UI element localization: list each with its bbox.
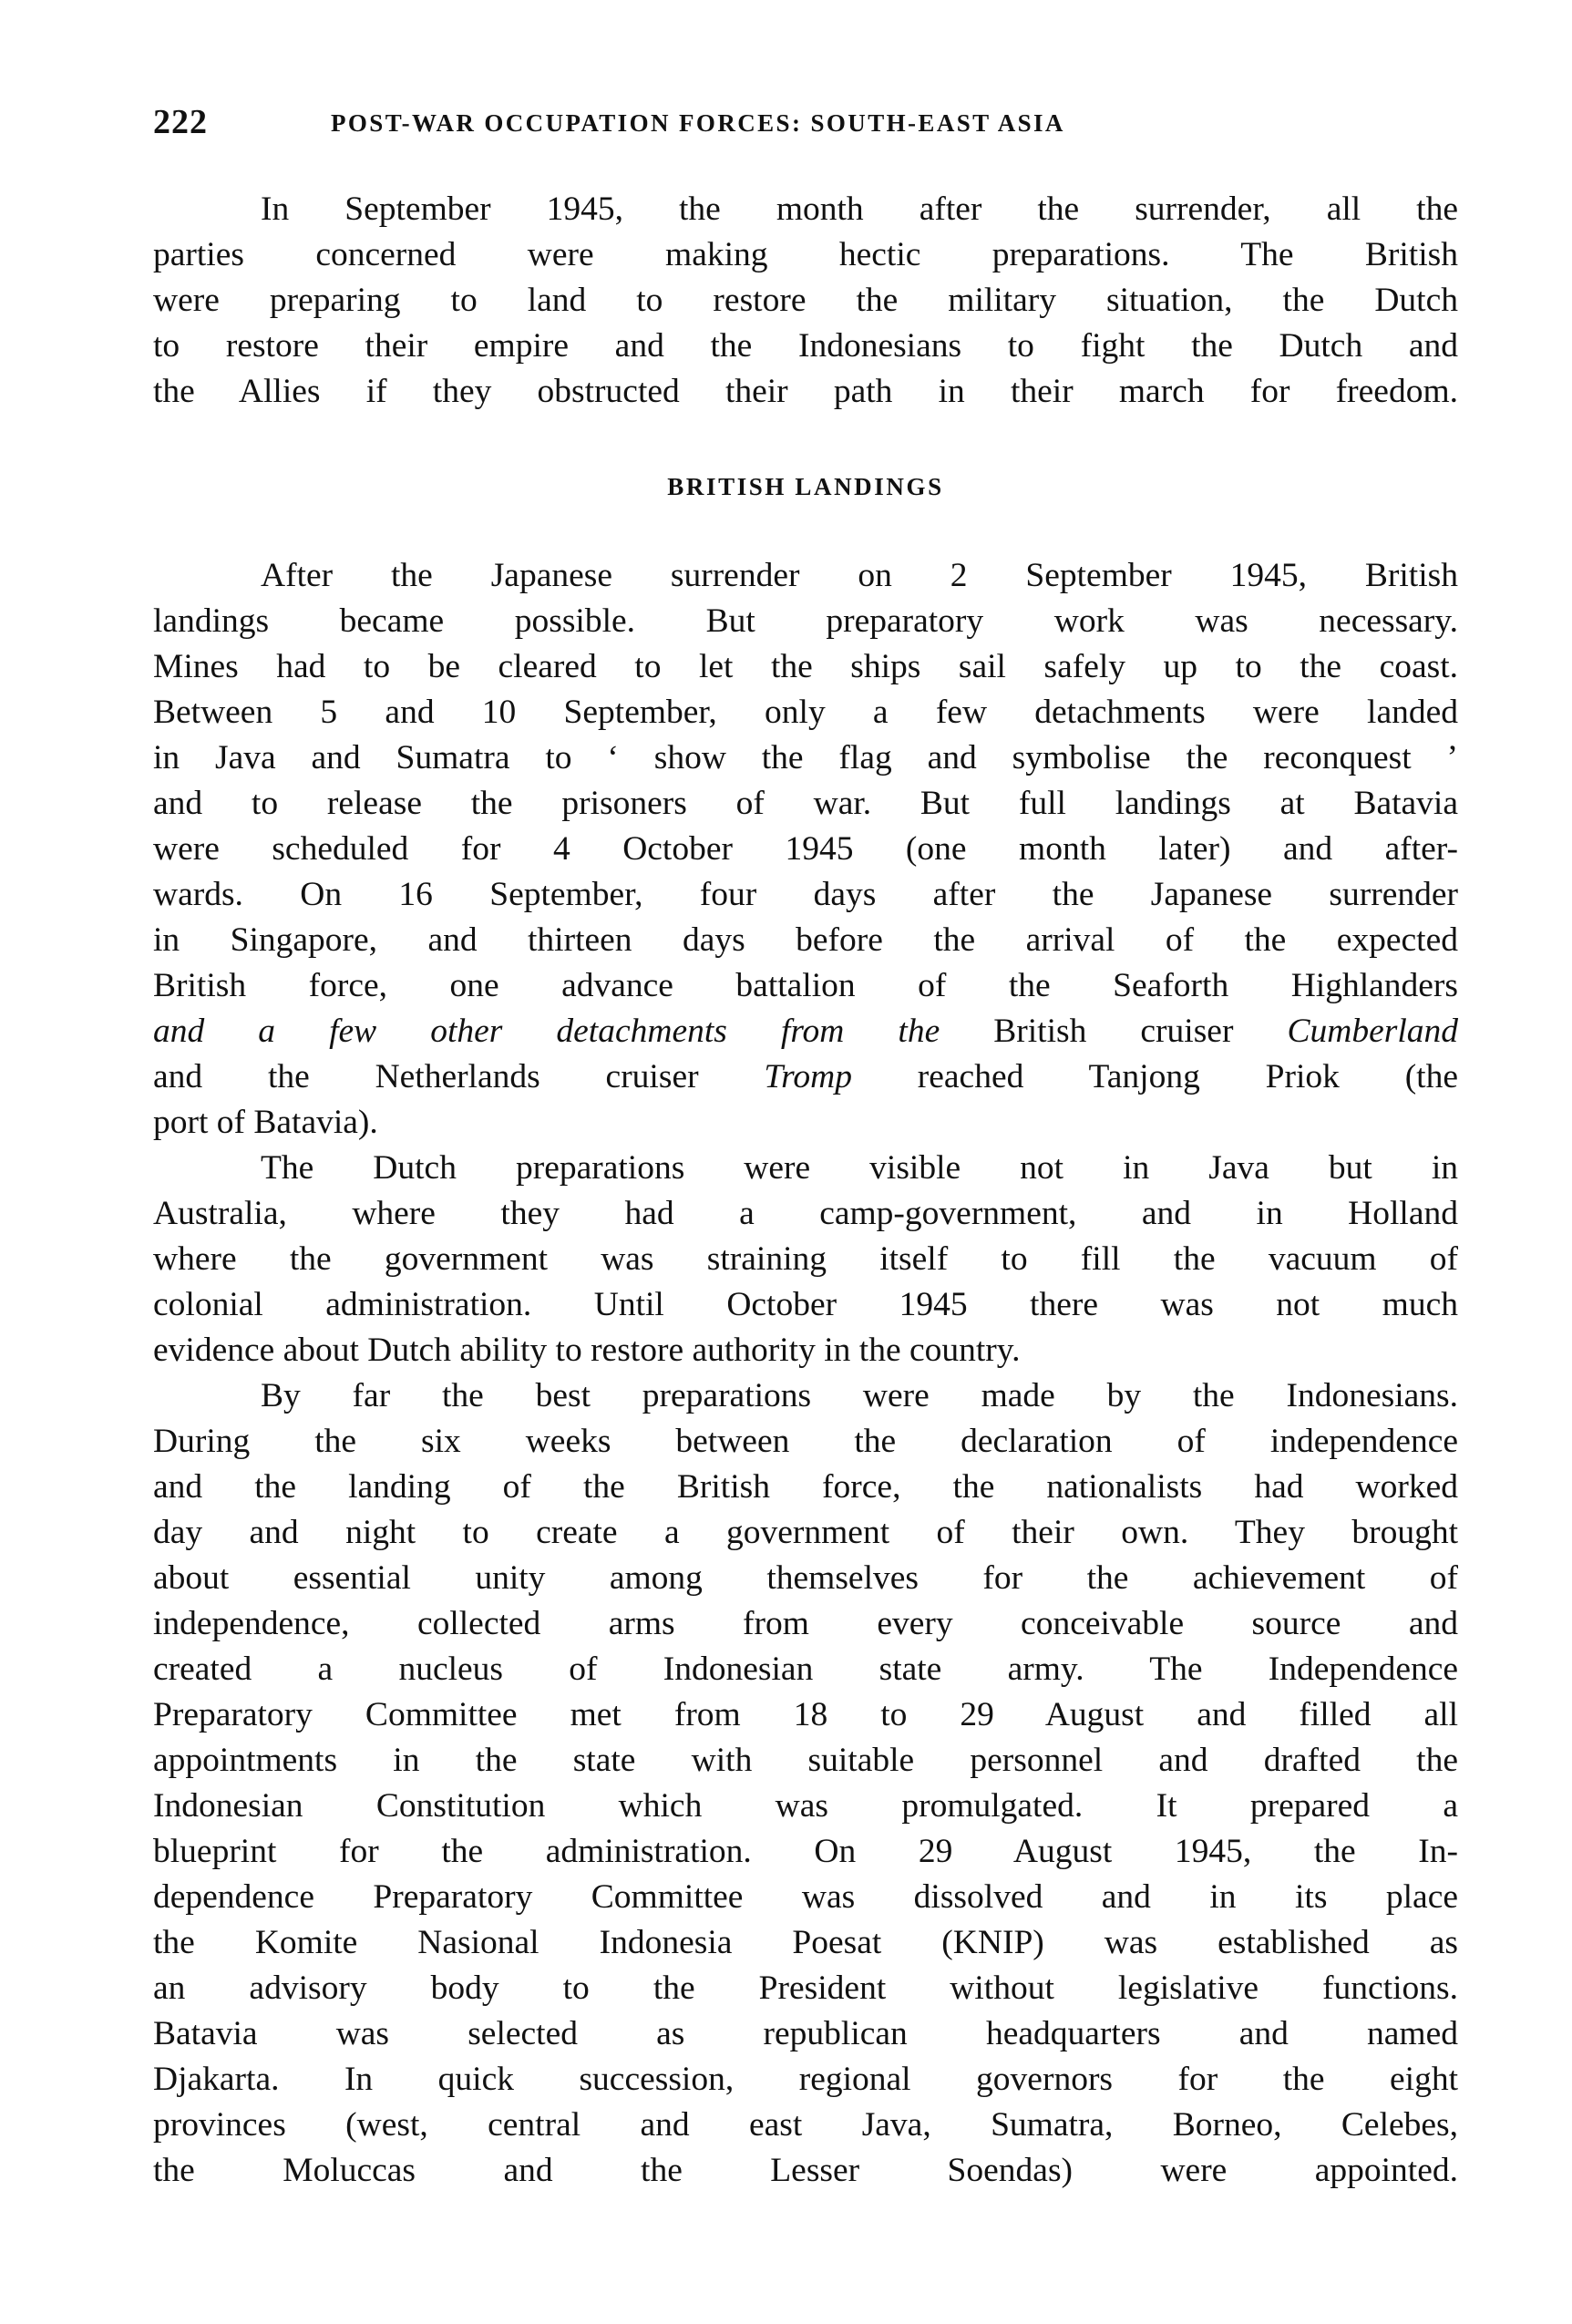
- section-heading: BRITISH LANDINGS: [667, 473, 944, 500]
- paragraph-2-line: [153, 918, 1458, 963]
- paragraph-2-line: [153, 1054, 1458, 1100]
- paragraph-4-line: [153, 2103, 1458, 2148]
- paragraph-2-line: [153, 1100, 1458, 1146]
- text-line: The Dutch preparations were visible not in Java but in: [261, 1149, 1458, 1187]
- text-line: British force, one advance battalion of the Seaforth Highlanders: [153, 967, 1458, 1004]
- text-line: Australia, where they had a camp-government, and in Holland: [153, 1195, 1458, 1232]
- running-head: [153, 102, 1283, 142]
- page-number: 222: [153, 103, 208, 141]
- text-line: and the landing of the British force, the nationalists had worked: [153, 1468, 1458, 1506]
- text-line: [153, 1009, 1458, 1054]
- paragraph-2-line: [153, 963, 1458, 1009]
- paragraph-3-line: [153, 1191, 1458, 1237]
- text-line: were preparing to land to restore the military situation, the Dutch: [153, 282, 1458, 319]
- text-line: day and night to create a government of their own. They brought: [153, 1514, 1458, 1551]
- text-line: wards. On 16 September, four days after the Japanese surrender: [153, 876, 1458, 913]
- text-line: independence, collected arms from every conceivable source and: [153, 1605, 1458, 1642]
- paragraph-1-line: [153, 324, 1458, 369]
- paragraph-2-line: [153, 690, 1458, 735]
- text-line: about essential unity among themselves for the achievement of: [153, 1559, 1458, 1597]
- text-line: Between 5 and 10 September, only a few detachments were landed: [153, 694, 1458, 731]
- paragraph-4-line: [153, 1738, 1458, 1784]
- paragraph-4-line: [153, 1647, 1458, 1692]
- text-line: evidence about Dutch ability to restore authority in the country.: [153, 1332, 1021, 1369]
- paragraph-4-line: [153, 1510, 1458, 1556]
- text-line: appointments in the state with suitable personnel and drafted the: [153, 1742, 1458, 1779]
- text-line: colonial administration. Until October 1945 there was not much: [153, 1286, 1458, 1323]
- paragraph-2-line: [153, 827, 1458, 872]
- text-line: provinces (west, central and east Java, Sumatra, Borneo, Celebes,: [153, 2106, 1458, 2144]
- paragraph-1-line: [153, 232, 1458, 278]
- paragraph-4-line: [153, 1829, 1458, 1875]
- running-head-title: POST-WAR OCCUPATION FORCES: SOUTH-EAST ASIA: [331, 109, 1065, 137]
- paragraph-3-line: [153, 1237, 1458, 1282]
- paragraph-2-line: [153, 872, 1458, 918]
- paragraph-4-line: [153, 1784, 1458, 1829]
- paragraph-2-line: [261, 553, 1458, 599]
- text-line: were scheduled for 4 October 1945 (one month later) and after-: [153, 830, 1458, 868]
- paragraph-2-line: [153, 735, 1458, 781]
- text-line: Djakarta. In quick succession, regional governors for the eight: [153, 2061, 1458, 2098]
- text-line: created a nucleus of Indonesian state army. The Independence: [153, 1650, 1458, 1688]
- paragraph-4-line: [153, 1875, 1458, 1920]
- paragraph-1-line: [153, 369, 1458, 415]
- text-line: In September 1945, the month after the surrender, all the: [261, 190, 1458, 228]
- paragraph-4-line: [153, 1920, 1458, 1966]
- text-run: and the Netherlands cruiser: [153, 1058, 765, 1095]
- paragraph-4-line: [153, 1419, 1458, 1465]
- text-line: [153, 1054, 1458, 1100]
- italic-text: and a few other detachments from the: [153, 1013, 940, 1050]
- paragraph-4-line: [261, 1373, 1458, 1419]
- text-line: Mines had to be cleared to let the ships sail safely up to the coast.: [153, 648, 1458, 685]
- paragraph-2-line: [153, 781, 1458, 827]
- paragraph-1-line: [261, 187, 1458, 232]
- text-line: port of Batavia).: [153, 1104, 378, 1141]
- paragraph-4-line: [153, 1966, 1458, 2011]
- paragraph-4-line: [153, 1601, 1458, 1647]
- text-line: landings became possible. But preparatory work was necessary.: [153, 602, 1458, 640]
- paragraph-3-line: [261, 1146, 1458, 1191]
- text-line: After the Japanese surrender on 2 September 1945, British: [261, 557, 1458, 594]
- text-line: During the six weeks between the declaration of independence: [153, 1423, 1458, 1460]
- text-line: to restore their empire and the Indonesians to fight the Dutch and: [153, 327, 1458, 365]
- text-run: British cruiser: [940, 1013, 1288, 1050]
- text-line: the Allies if they obstructed their path in their march for freedom.: [153, 373, 1458, 410]
- text-line: the Komite Nasional Indonesia Poesat (KNIP) was established as: [153, 1924, 1458, 1961]
- text-line: an advisory body to the President without legislative functions.: [153, 1969, 1458, 2007]
- paragraph-4-line: [153, 2148, 1458, 2194]
- text-line: By far the best preparations were made by the Indonesians.: [261, 1377, 1458, 1414]
- text-line: Preparatory Committee met from 18 to 29 August and filled all: [153, 1696, 1458, 1733]
- paragraph-3-line: [153, 1282, 1458, 1328]
- text-line: blueprint for the administration. On 29 August 1945, the In-: [153, 1833, 1458, 1870]
- paragraph-3-line: [153, 1328, 1458, 1373]
- text-line: where the government was straining itself to fill the vacuum of: [153, 1240, 1458, 1278]
- ship-name-cumberland: Cumberland: [1287, 1013, 1458, 1050]
- paragraph-4-line: [153, 1556, 1458, 1601]
- paragraph-4-line: [153, 1465, 1458, 1510]
- paragraph-2-line: [153, 1009, 1458, 1054]
- text-line: dependence Preparatory Committee was dissolved and in its place: [153, 1878, 1458, 1916]
- text-line: and to release the prisoners of war. But full landings at Batavia: [153, 785, 1458, 822]
- paragraph-4-line: [153, 1692, 1458, 1738]
- paragraph-2-line: [153, 599, 1458, 644]
- paragraph-4-line: [153, 2057, 1458, 2103]
- paragraph-1-line: [153, 278, 1458, 324]
- text-line: in Singapore, and thirteen days before the arrival of the expected: [153, 921, 1458, 959]
- paragraph-4-line: [153, 2011, 1458, 2057]
- paragraph-2-line: [153, 644, 1458, 690]
- ship-name-tromp: Tromp: [764, 1058, 852, 1095]
- text-line: Indonesian Constitution which was promulgated. It prepared a: [153, 1787, 1458, 1825]
- text-line: Batavia was selected as republican headquarters and named: [153, 2015, 1458, 2052]
- text-run: reached Tanjong Priok (the: [851, 1058, 1458, 1095]
- text-line: the Moluccas and the Lesser Soendas) were appointed.: [153, 2152, 1458, 2189]
- text-line: parties concerned were making hectic preparations. The British: [153, 236, 1458, 273]
- text-line: in Java and Sumatra to ‘ show the flag and symbolise the reconquest ’: [153, 739, 1458, 776]
